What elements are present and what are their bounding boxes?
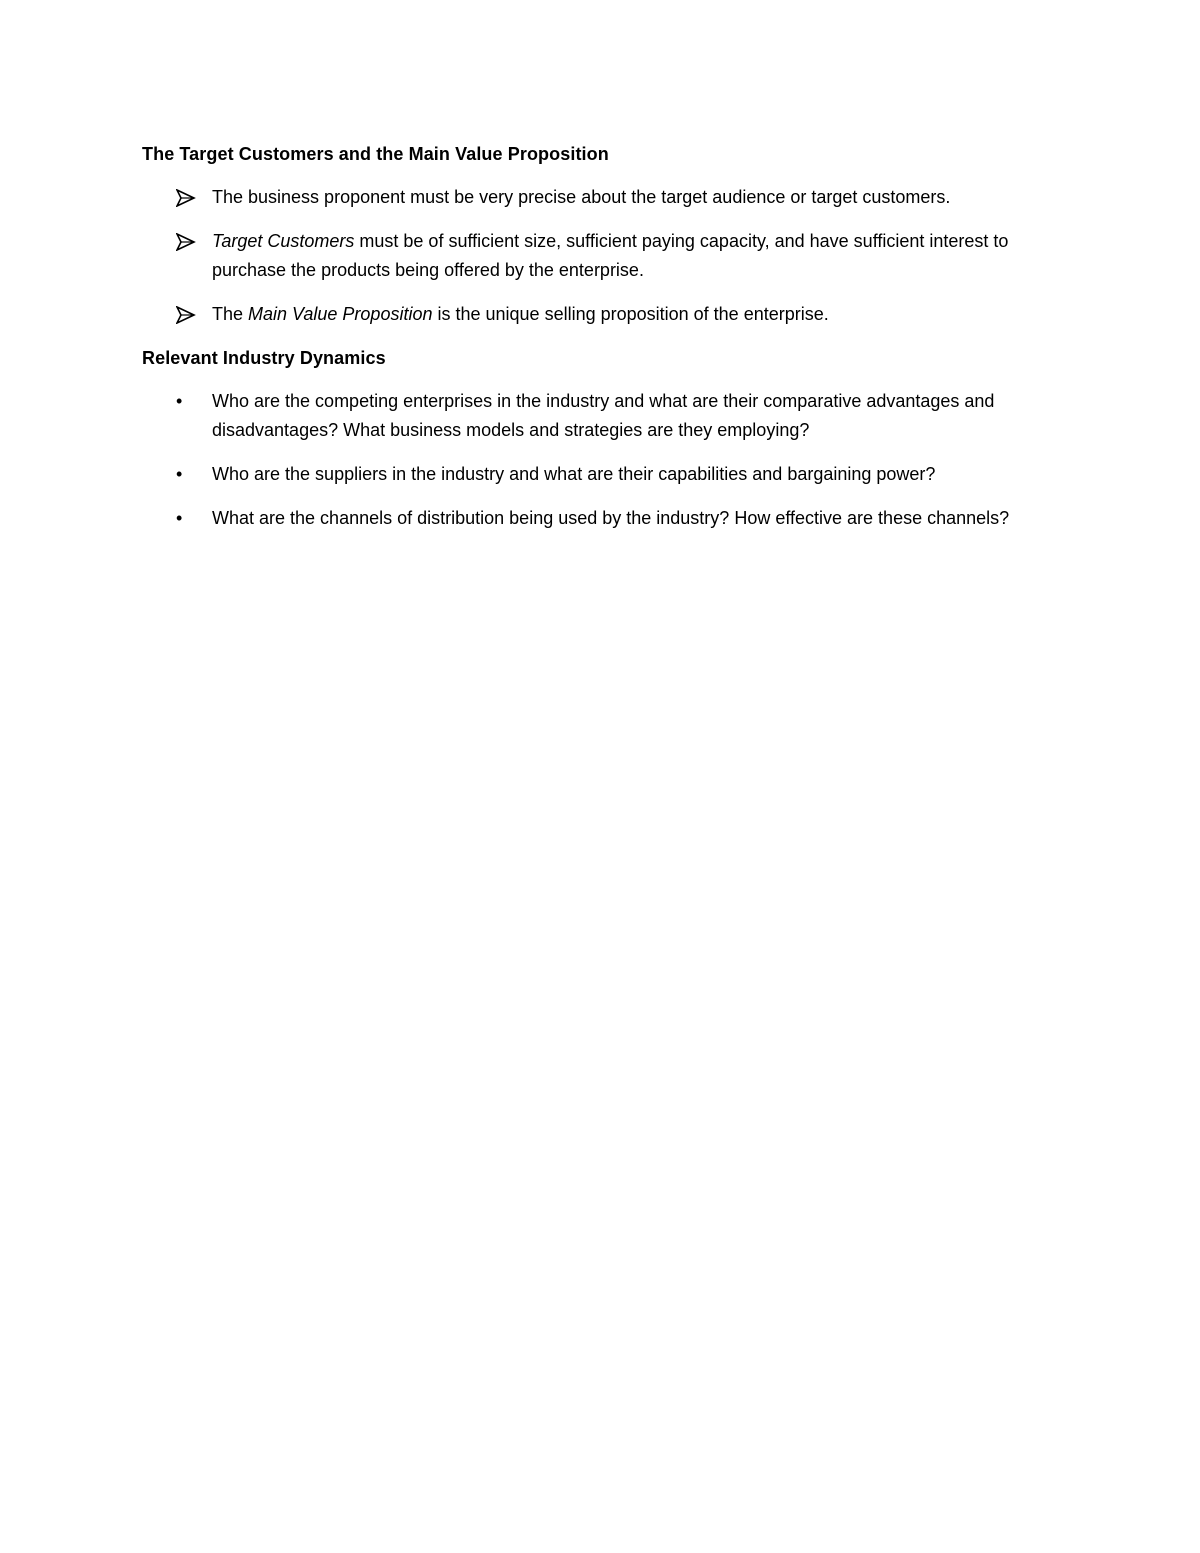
section-heading-industry-dynamics: Relevant Industry Dynamics [142, 348, 386, 368]
list-item [142, 183, 1062, 212]
list-item [142, 460, 1062, 489]
list-item-italic-term: Main Value Proposition [248, 304, 433, 324]
list-item [142, 504, 1062, 533]
dot-bullet-icon: • [176, 464, 183, 484]
list-item-text: The business proponent must be very precise about the target audience or target customers. [212, 187, 951, 207]
list-item-text: is the unique selling proposition of the enterprise. [432, 304, 829, 324]
section-heading-target-customers: The Target Customers and the Main Value Proposition [142, 144, 609, 164]
list-item-text: Who are the competing enterprises in the industry and what are their comparative advantages and disadvantages? What business models and strategies are they employing? [212, 391, 995, 440]
dot-bullet-icon: • [176, 391, 183, 411]
arrowhead-bullet-icon [176, 227, 198, 256]
list-item-lead: The [212, 304, 249, 324]
document-content [142, 140, 1062, 548]
list-item-text: Who are the suppliers in the industry and what are their capabilities and bargaining power? [212, 464, 936, 484]
list-item-text: must be of sufficient size, sufficient paying capacity, and have sufficient interest to purchase the products being offered by the enterprise. [212, 231, 1009, 280]
target-customers-list [142, 183, 1062, 329]
arrowhead-bullet-icon [176, 300, 198, 329]
list-item-italic-term: Target Customers [212, 231, 355, 251]
dot-bullet-icon: • [176, 508, 183, 528]
list-item [142, 387, 1062, 445]
list-item-text: What are the channels of distribution being used by the industry? How effective are these channels? [212, 508, 1010, 528]
list-item [142, 227, 1062, 285]
list-item [142, 300, 1062, 329]
arrowhead-bullet-icon [176, 183, 198, 212]
industry-dynamics-list [142, 387, 1062, 533]
